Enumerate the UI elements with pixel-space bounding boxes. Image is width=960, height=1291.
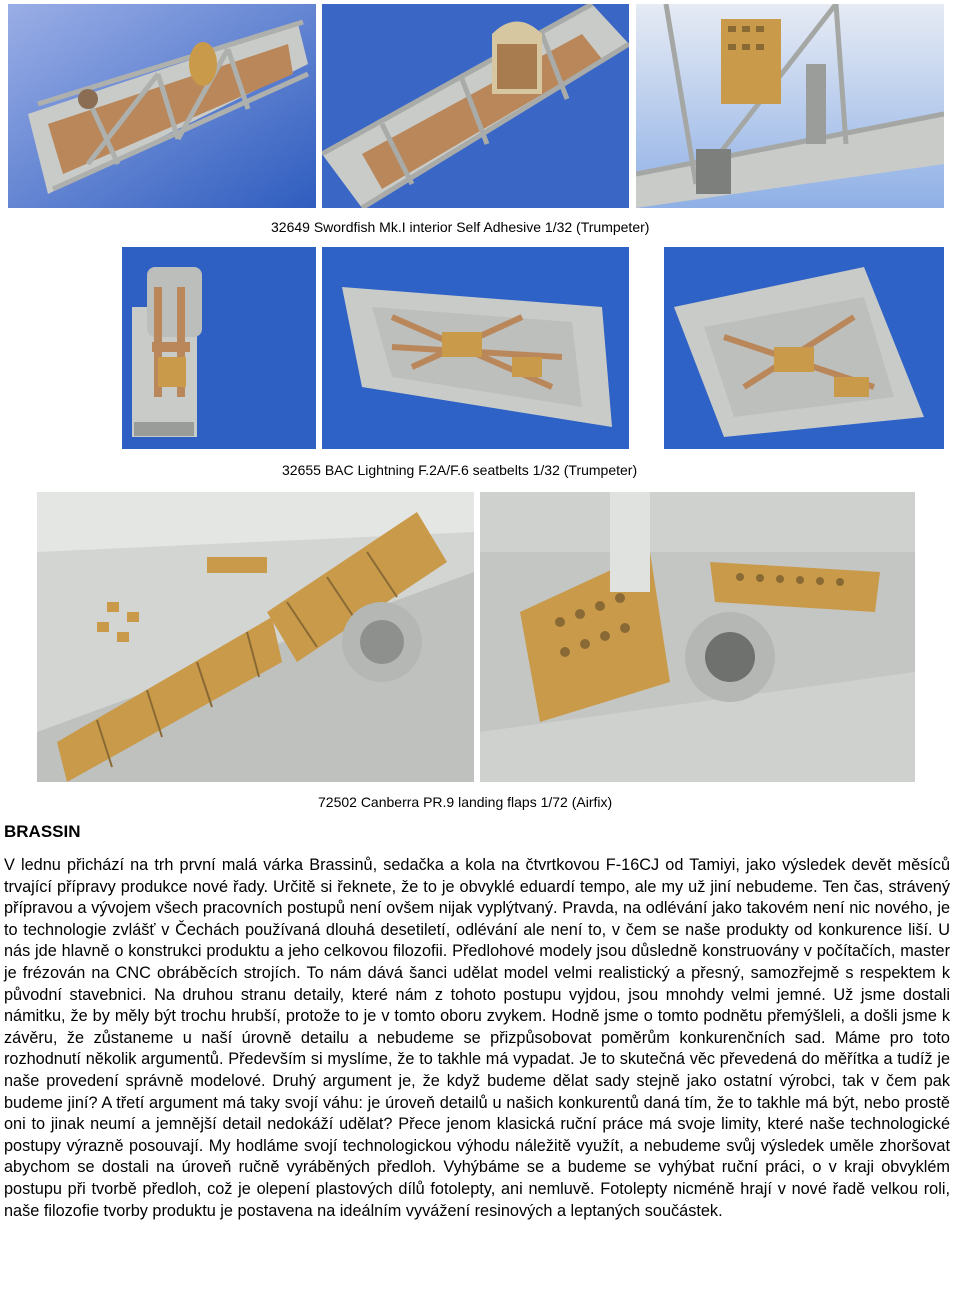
- section-heading: BRASSIN: [4, 822, 81, 841]
- article-paragraph: V lednu přichází na trh první malá várka Brassinů, sedačka a kola na čtvrtkovou F-16CJ od Tamiyi, jako výsledek devět měsíců trvající přípravy produkce nové řady. Určitě si řeknete, že to je obvyklé eduardí tempo, ale my už jiní nebudeme. Ten čas, strávený přípravou a vývojem všech pracovních postupů není ovšem nijak vyplýtvaný. Pravda, na odlévání jako takovém není nic nového, je to technologie zvlášť v Čechách používaná dlouhá desetiletí, odlévání ale není to, v čem se naše produkty od konkurence liší. U nás jde hlavně o konstrukci produktu a jeho celkovou filozofii. Předlohové modely jsou důsledně konstruovány v počítačích, master je frézován na CNC obráběcích strojích. To nám dává šanci udělat model velmi realistický a přesný, samozřejmě s respektem k původní stavebnici. Na druhou stranu detaily, které nám z tohoto postupu vyjdou, jsou mnohdy velmi jemné. Už jsme dostali námitku, že by měly být trochu hrubší, protože to je v tomto oboru zvykem. Hodně jsme o tomto podnětu přemýšleli, a došli jsme k závěru, že zůstaneme u naší úrovně detailu a nebudeme se přizpůsobovat poměrům konkurenčních sad. Máme pro toto rozhodnutí několik argumentů. Především si myslíme, že to takhle má vypadat. Je to skutečná věc převedená do měřítka a tudíž je naše provedení správně modelové. Druhý argument je, že když budeme dělat sady stejně jako ostatní výrobci, tak v čem pak budeme jiní? A třetí argument má taky svojí váhu: je úroveň detailů u našich konkurentů daná tím, že to takhle má být, nebo prostě oni to jinak neumí a jemnější detail nedokáží udělat? Přece jenom klasická ruční práce má svoje limity, které naše technologické postupy výrazně posouvají. My hodláme svojí technologickou výhodu náležitě využít, a nebudeme svůj výsledek uměle zhoršovat abychom se dostali na úroveň ručně vyráběných předloh. Vyhýbáme se a budeme se vyhýbat ruční práci, o v kraji obvyklém postupu při tvorbě předloh, což je olepení plastových dílů fotolepty, ani nemluvě. Fotolepty nicméně hrají v nové řadě velkou roli, naše filozofie tvorby produktu je postavena na ideálním vyvážení resinových a leptaných součástek.: [4, 856, 950, 1220]
- lightning-caption: 32655 BAC Lightning F.2A/F.6 seatbelts 1/32 (Trumpeter): [282, 462, 638, 478]
- swordfish-photo-3: [636, 4, 944, 208]
- lightning-photo-2: [322, 247, 629, 449]
- canberra-caption: 72502 Canberra PR.9 landing flaps 1/72 (Airfix): [318, 794, 613, 810]
- lightning-photo-3: [664, 247, 944, 449]
- swordfish-photo-1: [8, 4, 316, 208]
- swordfish-photo-2: [322, 4, 629, 208]
- article-body: [4, 855, 950, 1222]
- canberra-photo-2: [480, 492, 915, 782]
- swordfish-caption: 32649 Swordfish Mk.I interior Self Adhesive 1/32 (Trumpeter): [271, 219, 650, 235]
- lightning-photo-1: [122, 247, 316, 449]
- canberra-photo-1: [37, 492, 474, 782]
